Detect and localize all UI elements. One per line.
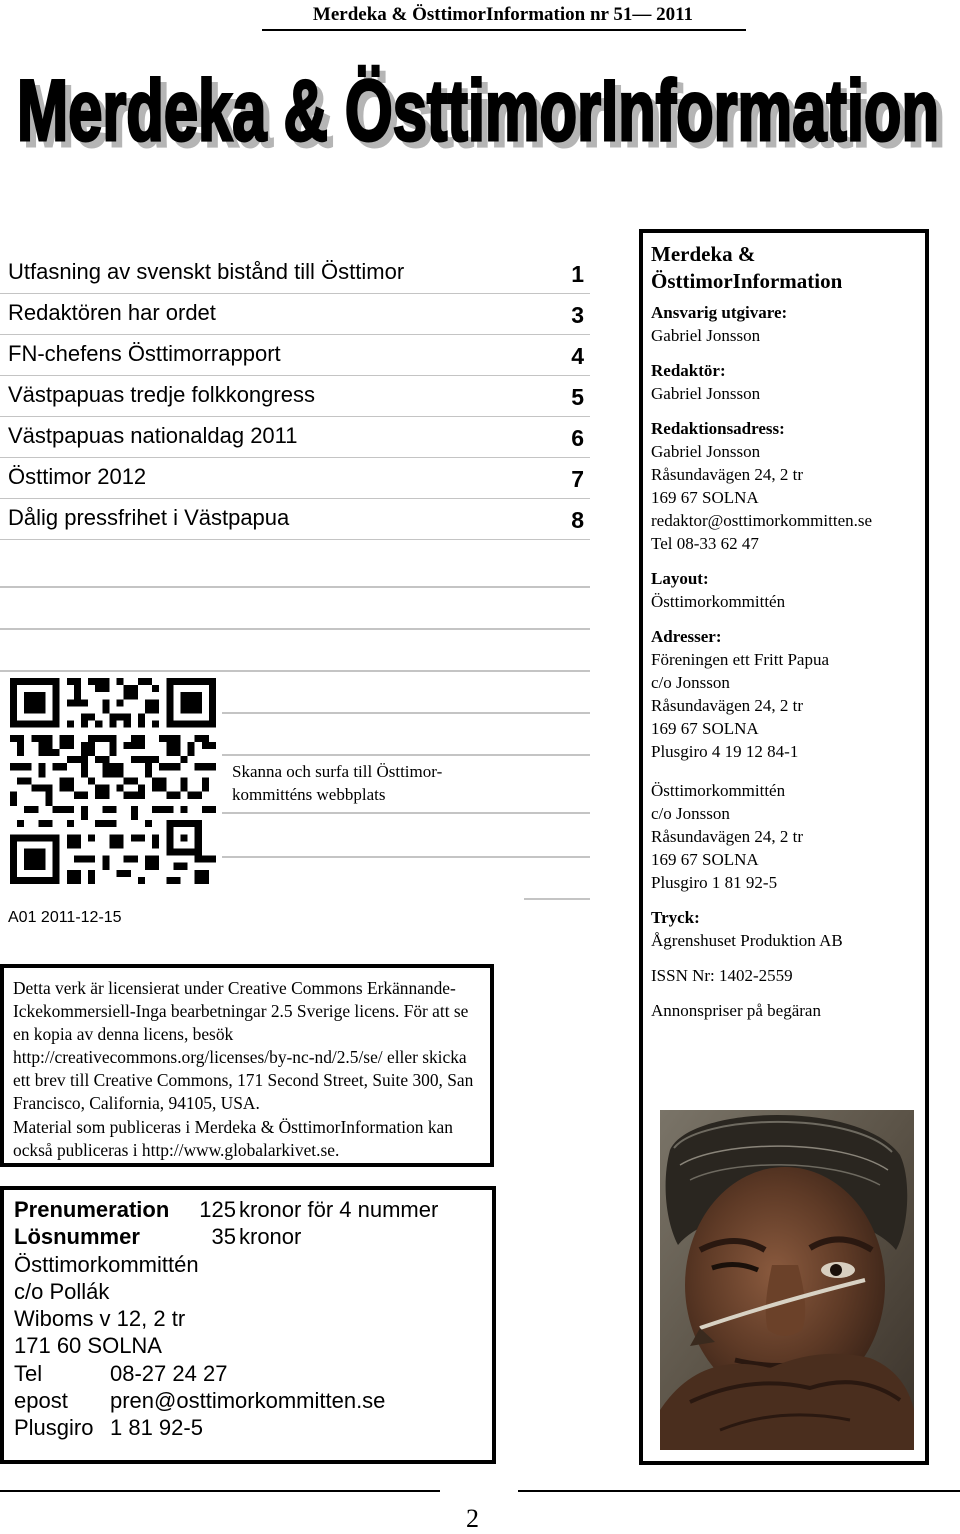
toc-page: 4	[571, 343, 584, 369]
toc-row[interactable]	[0, 294, 590, 335]
header-rule	[262, 29, 746, 31]
colophon-title-line: ÖsttimorInformation	[651, 269, 843, 293]
losnummer-label: Lösnummer	[14, 1224, 140, 1250]
subscription-co: c/o Pollák	[14, 1278, 110, 1304]
adress-name: Gabriel Jonsson	[651, 442, 761, 461]
portrait-photo	[660, 1110, 914, 1450]
toc-page: 3	[571, 302, 584, 328]
toc-title: Redaktören har ordet	[8, 300, 216, 325]
redaktor-label: Redaktör:	[651, 361, 726, 380]
footer-rule-right	[518, 1490, 960, 1492]
toc-title: Östtimor 2012	[8, 464, 147, 489]
adress-label: Redaktionsadress:	[651, 419, 785, 438]
address2-co: c/o Jonsson	[651, 804, 730, 823]
toc-title: Västpapuas tredje folkkongress	[8, 382, 315, 407]
address1-co: c/o Jonsson	[651, 673, 730, 692]
toc-page: 1	[571, 261, 584, 287]
toc-empty-rule	[222, 754, 590, 756]
license-box	[0, 964, 494, 1167]
adress-postal: 169 67 SOLNA	[651, 488, 759, 507]
toc-row[interactable]	[0, 499, 590, 540]
subscription-street: Wiboms v 12, 2 tr	[14, 1306, 186, 1332]
address2-postal: 169 67 SOLNA	[651, 850, 759, 869]
toc-empty-rule	[222, 812, 590, 814]
plusgiro-label: Plusgiro	[14, 1415, 94, 1441]
edition-code: A01 2011-12-15	[8, 909, 122, 926]
plusgiro-value: 1 81 92-5	[110, 1415, 203, 1441]
address1-postal: 169 67 SOLNA	[651, 719, 759, 738]
prenumeration-label: Prenumeration	[14, 1197, 170, 1222]
address2-street: Råsundavägen 24, 2 tr	[651, 827, 804, 846]
losnummer-price: 35	[211, 1224, 236, 1250]
address1-name: Föreningen ett Fritt Papua	[651, 650, 830, 669]
toc-title: Västpapuas nationaldag 2011	[8, 423, 298, 448]
qr-caption	[232, 760, 522, 806]
issn: ISSN Nr: 1402-2559	[651, 966, 793, 985]
page-number: 2	[466, 1504, 479, 1533]
toc-title: FN-chefens Östtimorrapport	[8, 341, 281, 366]
toc-page: 5	[571, 384, 584, 410]
running-header: Merdeka & ÖsttimorInformation nr 51— 2011	[312, 4, 694, 25]
qr-caption-line: Skanna och surfa till Östtimor-	[232, 762, 443, 781]
tryck-label: Tryck:	[651, 908, 700, 927]
masthead-title: Merdeka & ÖsttimorInformation	[17, 63, 939, 159]
subscription-box	[0, 1186, 496, 1464]
tel-value[interactable]: 08-27 24 27	[110, 1360, 228, 1386]
annons-info: Annonspriser på begäran	[651, 1001, 821, 1020]
license-text: Material som publiceras i Merdeka & ÖsttimorInformation kan också publiceras i http://www.globalarkivet.se.	[13, 1116, 453, 1160]
toc-row[interactable]	[0, 376, 590, 417]
address2-name: Östtimorkommittén	[651, 781, 786, 800]
subscription-org: Östtimorkommittén	[14, 1251, 199, 1277]
subscription-postal: 171 60 SOLNA	[14, 1333, 162, 1359]
utgivare-label: Ansvarig utgivare:	[651, 303, 788, 322]
qr-caption-line: kommitténs webbplats	[232, 785, 386, 804]
prenumeration-price: 125	[199, 1197, 236, 1222]
redaktor-name: Gabriel Jonsson	[651, 384, 761, 403]
adress-email-link[interactable]: redaktor@osttimorkommitten.se	[651, 511, 873, 530]
toc-row[interactable]	[0, 253, 590, 294]
toc-page: 8	[571, 507, 584, 533]
tel-label: Tel	[14, 1360, 43, 1386]
toc-title: Utfasning av svenskt bistånd till Östtimor	[8, 259, 405, 284]
address2-giro: Plusgiro 1 81 92-5	[651, 873, 778, 892]
toc-row[interactable]	[0, 458, 590, 499]
colophon-title	[651, 241, 872, 295]
toc-page: 7	[571, 466, 584, 492]
adress-tel: Tel 08-33 62 47	[651, 534, 759, 553]
toc-page: 6	[571, 425, 584, 451]
toc-empty-rule	[0, 670, 590, 672]
utgivare-name: Gabriel Jonsson	[651, 326, 761, 345]
adress-street: Råsundavägen 24, 2 tr	[651, 465, 804, 484]
qr-code[interactable]	[10, 678, 216, 884]
footer-rule-left	[0, 1490, 440, 1492]
license-text: Detta verk är licensierat under Creative Commons Erkännande-Ickekommersiell-Inga bearbetningar 2.5 Sverige licens. För att se en kopia av denna licens, besök http://creativecommons.org/licenses/by-nc-nd/2.5/se/ eller skicka ett brev till Creative Commons, 171 Second Street, Suite 300, San Francisco, California, 94105, USA.	[13, 978, 474, 1114]
table-of-contents	[0, 253, 590, 540]
layout-label: Layout:	[651, 569, 709, 588]
losnummer-text: kronor	[239, 1224, 302, 1250]
toc-empty-rule	[222, 712, 590, 714]
colophon-title-line: Merdeka &	[651, 242, 756, 266]
toc-row[interactable]	[0, 417, 590, 458]
prenumeration-text: kronor för 4 nummer	[239, 1197, 439, 1222]
address1-street: Råsundavägen 24, 2 tr	[651, 696, 804, 715]
toc-empty-rule	[0, 628, 590, 630]
toc-empty-rule	[222, 856, 590, 858]
masthead-shadow: Merdeka & ÖsttimorInformation	[23, 69, 945, 165]
address1-giro: Plusgiro 4 19 12 84-1	[651, 742, 799, 761]
adresser-label: Adresser:	[651, 627, 722, 646]
masthead	[10, 62, 950, 172]
epost-label: epost	[14, 1388, 68, 1414]
toc-row[interactable]	[0, 335, 590, 376]
epost-link[interactable]: pren@osttimorkommitten.se	[110, 1388, 386, 1414]
toc-empty-rule	[524, 898, 590, 900]
toc-title: Dålig pressfrihet i Västpapua	[8, 505, 290, 530]
toc-empty-rule	[0, 586, 590, 588]
layout-name: Östtimorkommittén	[651, 592, 786, 611]
tryck-name: Ågrenshuset Produktion AB	[651, 931, 843, 950]
